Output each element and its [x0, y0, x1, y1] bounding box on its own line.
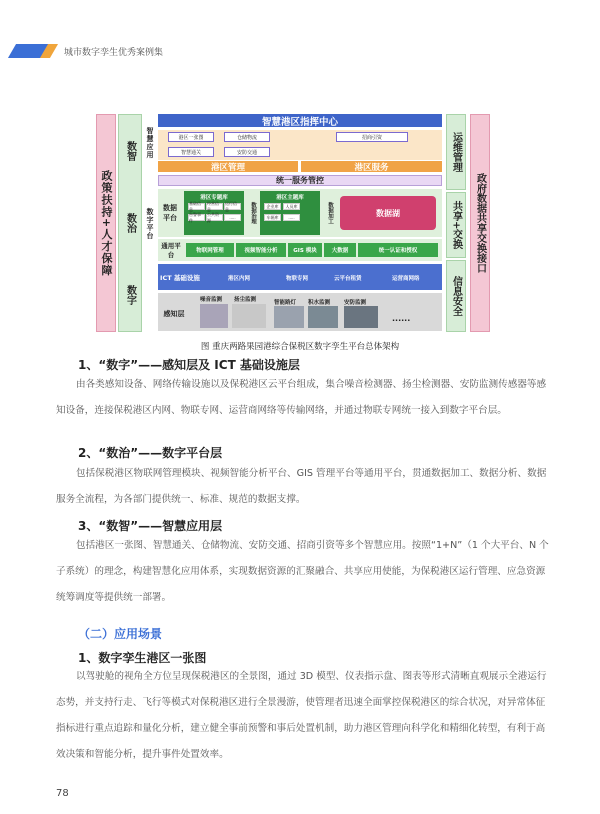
share-text: 共享+交换 [450, 200, 462, 250]
gov-text: 政府数据共享交换接口 [474, 173, 486, 273]
sensor-item: 安防监测 [344, 300, 367, 306]
section-1-title: 1、“数字”——感知层及 ICT 基础设施层 [78, 358, 300, 372]
unified-control: 统一服务管控 [158, 175, 442, 186]
common-item: 物联网管理 [186, 243, 234, 257]
sensor-item: 智能路灯 [274, 300, 297, 306]
layer-top: 数智 [124, 141, 136, 161]
sensor-item: 噪音监测 [200, 297, 223, 303]
layer-bot: 数字 [124, 285, 136, 305]
topic-item: 基础信息 [188, 203, 205, 210]
scene-text: 以驾驶舱的视角全方位呈现保税港区的全景图，通过 3D 模型、仪表指示盘、图表等形式清晰直观展示全港运行态势，并支持行走、飞行等模式对保税港区进行全景漫游，使管理者迅速全面掌控保税港区的综合状况，对异常体征指标进行重点追踪和量化分析，建立健全事前预警和事后处置机制，助力港区管理向科学化和精细化转型，有利于高效决策和智能分析，提升事件处置效率。 [56, 671, 547, 760]
subheading: （二）应用场景 [78, 627, 163, 641]
layer-mid: 数治 [124, 213, 136, 233]
master-item: 车辆库 [264, 214, 281, 221]
app-chip: 港区一张图 [168, 132, 214, 142]
port-management: 港区管理 [158, 161, 298, 172]
policy-column: 政策扶持+人才保障 [96, 114, 116, 332]
master-item: ..... [283, 214, 300, 221]
gov-interface [470, 114, 490, 332]
info-security [446, 260, 466, 332]
ict-label: ICT 基础设施 [160, 273, 200, 282]
app-layer-label: 智慧应用 [146, 127, 154, 159]
sensor-item: 扬尘监测 [234, 297, 257, 303]
ops-management [446, 114, 466, 190]
sensor-item: 积水监测 [308, 300, 331, 306]
section-2-title: 2、“数治”——数字平台层 [78, 446, 223, 460]
port-service: 港区服务 [301, 161, 442, 172]
ict-item: 物联专网 [286, 276, 309, 282]
sensor-photo [344, 306, 378, 328]
sensor-label: 感知层 [163, 310, 185, 318]
section-3-text: 包括港区一张图、智慧通关、仓储物流、安防交通、招商引资等多个智慧应用。按照“1+N”（1 个大平台、N 个子系统）的理念，构建智慧化应用体系，实现数据资源的汇聚融合、共享应用使能，为保税港区运行管理、应急资源统筹调度等提供统一部署。 [56, 540, 549, 603]
common-item: 视频智能分析 [236, 243, 286, 257]
platform-layer-label: 数字平台 [146, 208, 154, 240]
sensor-photo [308, 306, 338, 328]
master-item: 人员库 [283, 203, 300, 210]
sensor-photo [200, 304, 228, 328]
page-number: 78 [56, 788, 69, 799]
common-item: GIS 模块 [288, 243, 322, 257]
sensor-photo [274, 306, 304, 328]
ict-item: 港区内网 [228, 276, 251, 282]
section-3-title: 3、“数智”——智慧应用层 [78, 519, 223, 533]
topic-item: 公共资源 [206, 214, 223, 221]
architecture-diagram [96, 112, 492, 334]
common-item: 大数据 [324, 243, 356, 257]
ops-text: 运维管理 [450, 132, 462, 172]
app-chip: 安防交通 [224, 147, 270, 157]
sensor-item: ...... [392, 314, 411, 323]
topic-item: ..... [224, 214, 241, 221]
common-platform-label: 通用平台 [161, 242, 181, 259]
figure-caption: 图 重庆两路果园港综合保税区数字孪生平台总体架构 [200, 342, 400, 352]
app-chip: 招商引资 [336, 132, 408, 142]
topic-item: 运行信息 [224, 203, 241, 210]
command-center: 智慧港区指挥中心 [158, 114, 442, 127]
topic-library: 港区专题库 [184, 191, 244, 235]
share-exchange [446, 192, 466, 258]
ict-item: 云平台租赁 [334, 276, 362, 282]
section-1-text: 由各类感知设备、网络传输设施以及保税港区云平台组成，集合噪音检测器、扬尘检测器、安防监测传感器等感知设备，连接保税港区内网、物联专网、运营商网络等传输网络，并通过物联专网统一接入到数字平台层。 [56, 379, 547, 416]
section-2-text: 包括保税港区物联网管理模块、视频智能分析平台、GIS 管理平台等通用平台，贯通数据加工、数据分析、数据服务全流程，为各部门提供统一、标准、规范的数据支撑。 [56, 468, 547, 505]
data-governance: 数据治理 [250, 202, 256, 224]
master-library: 港区主题库 [260, 191, 320, 235]
topic-item: 经营信息 [206, 203, 223, 210]
security-text: 信息安全 [450, 276, 462, 316]
scene-title: 1、数字孪生港区一张图 [78, 651, 207, 665]
ict-item: 运营商网络 [392, 276, 420, 282]
data-platform-label: 数据平台 [163, 204, 177, 222]
data-processing: 数据加工 [327, 202, 333, 224]
common-item: 统一认证和授权 [358, 243, 438, 257]
app-chip: 仓储物流 [224, 132, 270, 142]
header-title: 城市数字孪生优秀案例集 [64, 48, 164, 58]
layer-column [118, 114, 142, 332]
master-item: 企业库 [264, 203, 281, 210]
app-chip: 智慧通关 [168, 147, 214, 157]
topic-item: 告警事件 [188, 214, 205, 221]
sensor-photo [232, 304, 266, 328]
data-lake: 数据湖 [340, 196, 436, 230]
